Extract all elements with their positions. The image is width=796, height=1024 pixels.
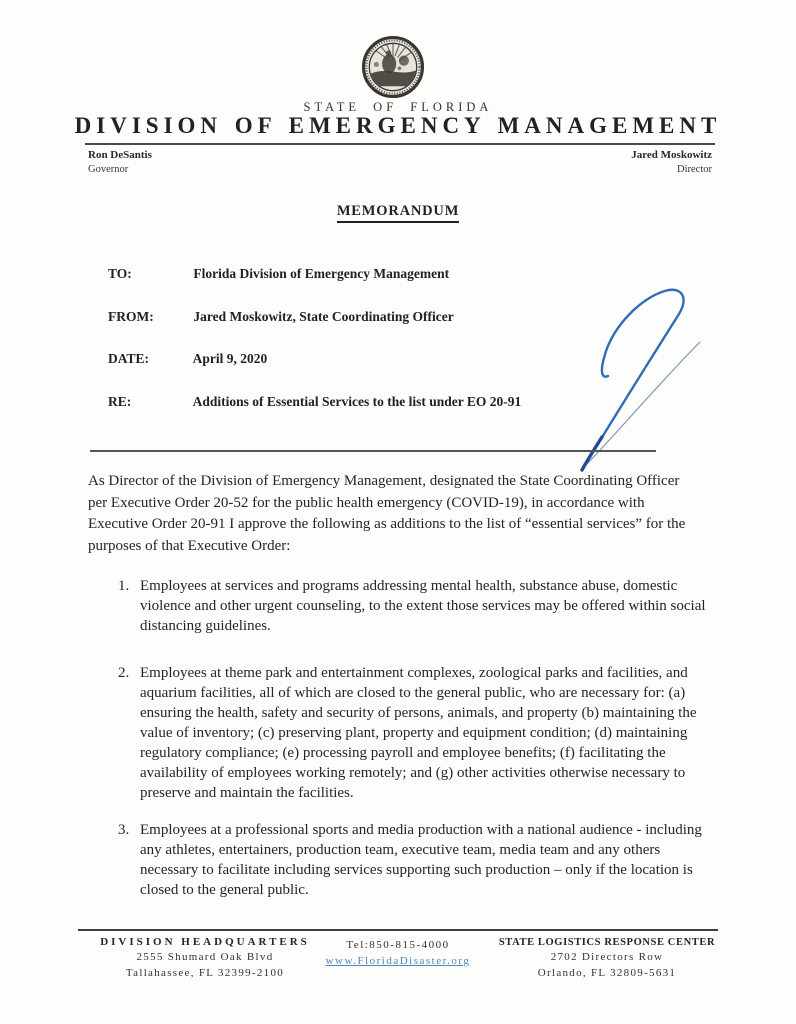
memo-intro: As Director of the Division of Emergency Management, designated the State Coordinating Officer per Executive Order 20-52 for the public health emergency (COVID-19), in accordance with Executive Order 20-91 I approve the following as additions to the list of “essential services” for the purposes of that Executive Order: — [88, 473, 686, 554]
director-block — [631, 149, 712, 176]
field-to-value: Florida Division of Emergency Management — [193, 266, 450, 281]
memo-item-1-text: Employees at services and programs addressing mental health, substance abuse, domestic violence and other urgent counseling, to the extent those services may be offered within social distancing guidelines. — [140, 578, 706, 634]
memo-item-2 — [118, 663, 718, 803]
field-from — [108, 309, 454, 325]
field-from-value: Jared Moskowitz, State Coordinating Officer — [193, 309, 454, 324]
division-title: DIVISION OF EMERGENCY MANAGEMENT — [74, 113, 722, 138]
section-divider — [90, 450, 656, 452]
footer-contact — [293, 935, 503, 969]
field-date-label: DATE: — [108, 351, 150, 366]
headquarters-address-1: 2555 Shumard Oak Blvd — [136, 951, 274, 963]
header-rule — [85, 143, 715, 145]
logistics-address-1: 2702 Directors Row — [550, 951, 664, 963]
memo-heading: MEMORANDUM — [337, 203, 459, 223]
website-link[interactable]: www.FloridaDisaster.org — [325, 954, 471, 967]
governor-title: Governor — [88, 163, 129, 175]
memo-item-3-text: Employees at a professional sports and media production with a national audience - including any athletes, entertainers, production team, executive team, media team and any others necessary to facilitate including services supporting such production – only if the location is closed to the general public. — [140, 822, 702, 898]
footer-logistics — [488, 935, 726, 981]
memo-item-3 — [118, 820, 718, 900]
field-to-label: TO: — [108, 266, 132, 281]
director-title: Director — [677, 163, 712, 175]
memo-heading-wrap — [0, 202, 796, 223]
field-to — [108, 266, 449, 282]
field-date — [108, 351, 267, 367]
footer-rule — [78, 929, 718, 931]
field-date-value: April 9, 2020 — [192, 351, 268, 366]
memo-item-2-text: Employees at theme park and entertainment complexes, zoological parks and facilities, and aquarium facilities, all of which are closed to the general public, who are necessary for: (a) ensuring the health, safety and security of persons, animals, and property (b) maintaining the value of inventory; (c) preserving plant, property and equipment condition; (d) maintaining regulatory compliance; (e) processing payroll and employee benefits; (f) facilitating the availability of employees working remotely; and (g) other activities otherwise necessary to preserve and maintain the facilities. — [140, 665, 697, 801]
phone-number: Tel:850-815-4000 — [346, 939, 450, 951]
governor-block — [88, 149, 152, 176]
logistics-heading: STATE LOGISTICS RESPONSE CENTER — [498, 937, 716, 948]
memo-item-1 — [118, 576, 718, 636]
field-re-label: RE: — [108, 394, 132, 409]
state-of-florida-label: STATE OF FLORIDA — [303, 100, 493, 114]
governor-name: Ron DeSantis — [88, 149, 152, 161]
florida-state-seal-icon — [361, 35, 425, 99]
memo-item-2-number: 2. — [118, 665, 130, 681]
memo-item-1-number: 1. — [118, 578, 130, 594]
memo-item-3-number: 3. — [118, 822, 130, 838]
director-name: Jared Moskowitz — [631, 149, 712, 161]
headquarters-address-2: Tallahassee, FL 32399-2100 — [125, 966, 285, 979]
field-from-label: FROM: — [108, 309, 154, 324]
logistics-address-2: Orlando, FL 32809-5631 — [537, 966, 677, 979]
headquarters-heading: DIVISION HEADQUARTERS — [100, 936, 310, 948]
field-re-value: Additions of Essential Services to the list under EO 20-91 — [192, 394, 522, 409]
field-re — [108, 394, 521, 410]
signature-ink — [552, 282, 708, 478]
